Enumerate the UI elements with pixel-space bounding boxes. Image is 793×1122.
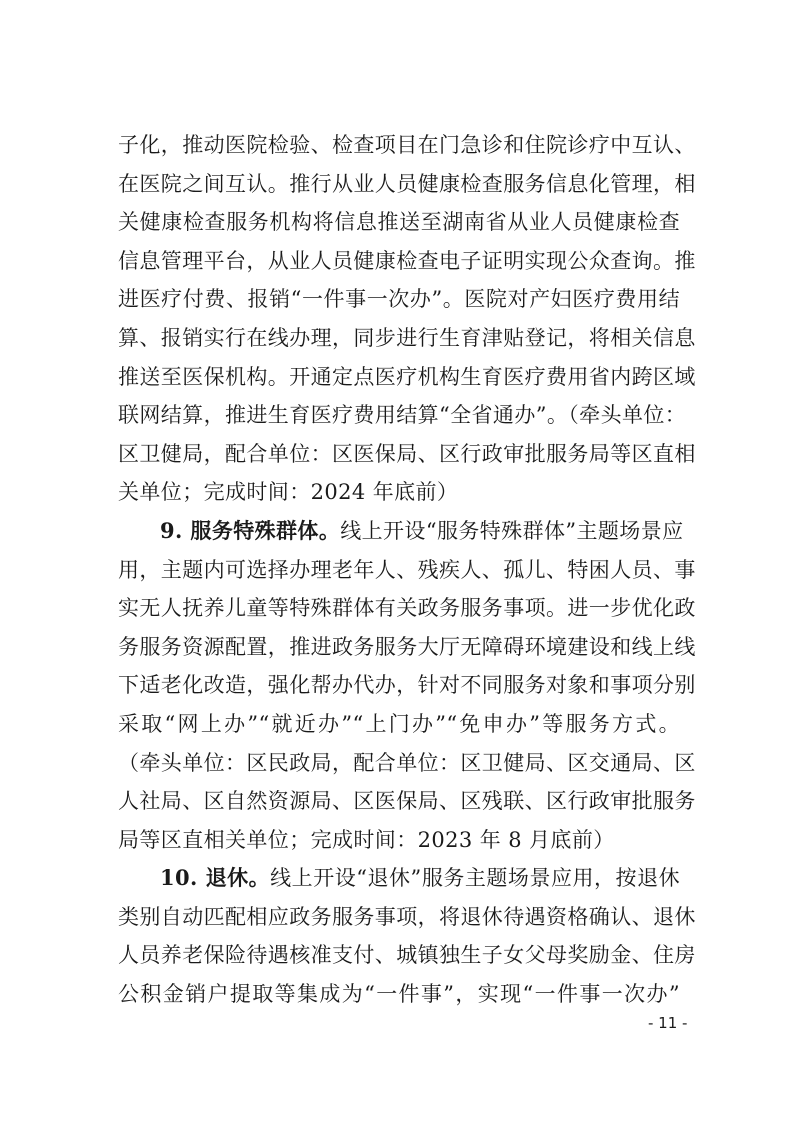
text-line: 子化，推动医院检验、检查项目在门急诊和住院诊疗中互认、	[118, 133, 696, 157]
text-line: 局等区直相关单位；完成时间：2023 年 8 月底前）	[118, 827, 615, 852]
text-line: 务服务资源配置，推进政务服务大厅无障碍环境建设和线上线	[118, 634, 696, 659]
section-serve-special-groups	[118, 512, 696, 859]
paragraph-continued	[118, 126, 696, 512]
text-line: 在医院之间互认。推行从业人员健康检查服务信息化管理，相	[118, 171, 696, 196]
text-line: 进医疗付费、报销“一件事一次办”。医院对产妇医疗费用结	[118, 287, 680, 312]
text-line: 区卫健局，配合单位：区医保局、区行政审批服务局等区直相	[118, 441, 696, 466]
text-line: 联网结算，推进生育医疗费用结算“全省通办”。（牵头单位：	[118, 403, 687, 428]
text-line: 采取“网上办”“就近办”“上门办”“免申办”等服务方式。	[118, 711, 680, 736]
text-line: 关单位；完成时间：2024 年底前）	[118, 480, 459, 505]
section-first-line-text: 线上开设“退休”服务主题场景应用，按退休	[270, 866, 680, 891]
section-retirement	[118, 859, 696, 1013]
text-line: 类别自动匹配相应政务服务事项，将退休待遇资格确认、退休	[118, 904, 696, 929]
page-number: - 11 -	[648, 1014, 688, 1032]
section-first-line	[118, 859, 680, 898]
section-first-line	[118, 512, 684, 551]
text-line: 算、报销实行在线办理，同步进行生育津贴登记，将相关信息	[118, 325, 696, 350]
text-line: 用，主题内可选择办理老年人、残疾人、孤儿、特困人员、事	[118, 557, 696, 582]
text-line: （牵头单位：区民政局，配合单位：区卫健局、区交通局、区	[118, 750, 696, 775]
text-line: 下适老化改造，强化帮办代办，针对不同服务对象和事项分别	[118, 673, 696, 698]
text-line: 实无人抚养儿童等特殊群体有关政务服务事项。进一步优化政	[118, 596, 696, 621]
text-line: 信息管理平台，从业人员健康检查电子证明实现公众查询。推	[118, 248, 696, 273]
text-line: 人员养老保险待遇核准支付、城镇独生子女父母奖励金、住房	[118, 943, 696, 968]
text-line: 关健康检查服务机构将信息推送至湖南省从业人员健康检查	[118, 210, 680, 235]
text-line: 公积金销户提取等集成为“一件事”，实现“一件事一次办”	[118, 982, 680, 1007]
text-line: 人社局、区自然资源局、区医保局、区残联、区行政审批服务	[118, 789, 696, 814]
section-heading: 9. 服务特殊群体。	[160, 517, 341, 543]
text-line: 推送至医保机构。开通定点医疗机构生育医疗费用省内跨区域	[118, 364, 696, 389]
section-heading: 10. 退休。	[160, 865, 271, 891]
section-first-line-text: 线上开设“服务特殊群体”主题场景应	[340, 518, 684, 543]
document-page	[118, 126, 696, 1014]
